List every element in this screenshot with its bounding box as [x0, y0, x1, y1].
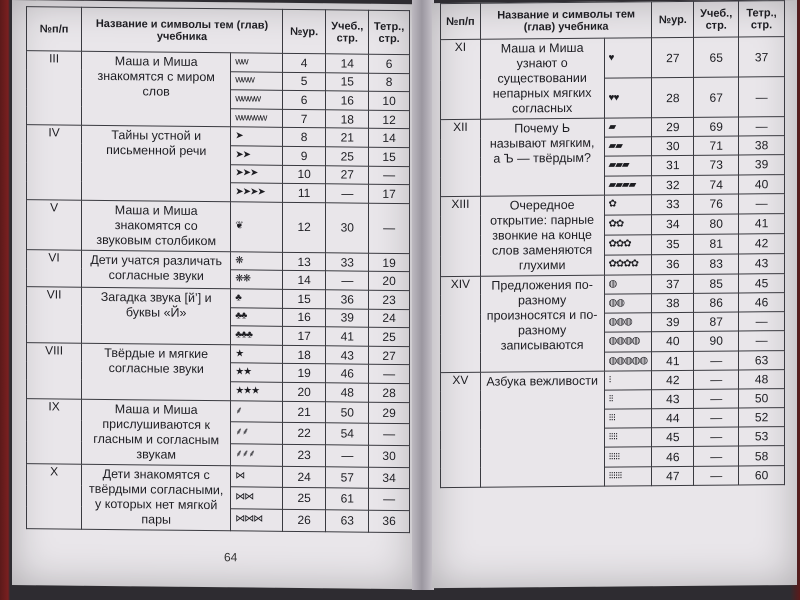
workbook-page: 36 [369, 510, 410, 532]
textbook-page: 14 [326, 54, 369, 73]
left-table-body [27, 51, 410, 533]
textbook-page: 41 [326, 327, 369, 346]
workbook-page: 40 [739, 174, 785, 194]
lesson-symbol: ⁝⁝⁝⁝⁝ [604, 447, 652, 467]
chapter-number: X [27, 463, 82, 529]
lesson-number: 26 [282, 509, 326, 531]
workbook-page: 28 [369, 383, 410, 402]
lesson-number: 21 [282, 401, 326, 423]
lesson-symbol: ◍◍ [604, 294, 652, 314]
workbook-page: 24 [369, 309, 410, 328]
workbook-page: 8 [369, 73, 410, 92]
lesson-number: 34 [652, 214, 694, 234]
workbook-page: 25 [369, 327, 410, 346]
lesson-symbol: ♣ [231, 289, 283, 308]
header-workbook: Тетр., стр. [369, 10, 410, 54]
chapter-number: VIII [27, 342, 82, 398]
lesson-symbol: ⸙ [231, 400, 283, 422]
header-workbook: Тетр., стр. [739, 1, 785, 37]
lesson-number: 46 [652, 447, 694, 467]
chapter-title: Маша и Миша знакомятся со звуковым столбиком [82, 200, 231, 252]
lesson-symbol: ◍ [604, 275, 652, 295]
workbook-page: 19 [369, 253, 410, 272]
textbook-page: 21 [326, 128, 369, 147]
lesson-number: 28 [652, 77, 694, 117]
lesson-symbol: ⸙⸙ [231, 422, 283, 444]
chapter-title: Твёрдые и мягкие согласные звуки [82, 343, 231, 400]
chapter-title: Азбука вежливости [480, 371, 604, 487]
lesson-number: 40 [652, 332, 694, 352]
lesson-number: 30 [652, 137, 694, 157]
workbook-page: 12 [369, 110, 410, 129]
lesson-number: 16 [282, 308, 326, 327]
table-row [27, 249, 410, 272]
workbook-page: — [739, 331, 785, 351]
lesson-symbol: ♥♥ [604, 78, 652, 118]
workbook-page: 15 [369, 147, 410, 166]
right-contents-table [440, 0, 785, 488]
left-page [12, 0, 415, 589]
lesson-number: 36 [652, 254, 694, 274]
lesson-number: 23 [282, 444, 326, 466]
lesson-symbol: ⸙⸙⸙ [231, 444, 283, 466]
chapter-number: XII [441, 119, 481, 196]
textbook-page: 18 [326, 110, 369, 129]
lesson-number: 25 [282, 487, 326, 509]
lesson-symbol: ★★★ [231, 382, 283, 401]
right-table-body [441, 37, 785, 488]
chapter-number: IV [27, 125, 82, 200]
lesson-number: 18 [282, 345, 326, 364]
chapter-title: Дети знакомятся с твёрдыми согласными, у которых нет мягкой пары [82, 464, 231, 531]
textbook-page: 39 [326, 308, 369, 327]
lesson-number: 9 [282, 146, 326, 165]
lesson-symbol: ➤➤ [231, 146, 283, 165]
lesson-symbol: ⁝⁝ [604, 390, 652, 410]
chapter-title: Почему Ь называют мягким, а Ъ — твёрдым? [480, 118, 604, 196]
workbook-page: 27 [369, 346, 410, 365]
header-num: №п/п [441, 3, 481, 39]
lesson-number: 13 [282, 252, 326, 271]
right-page [432, 0, 797, 588]
table-row [27, 342, 410, 365]
table-row [27, 287, 410, 310]
workbook-page: 29 [369, 402, 410, 424]
lesson-number: 6 [282, 91, 326, 110]
workbook-page: 58 [739, 446, 785, 466]
textbook-page: 57 [326, 466, 369, 488]
workbook-page: 53 [739, 427, 785, 447]
textbook-page: 43 [326, 346, 369, 365]
lesson-symbol: ▰▰▰▰ [604, 175, 652, 195]
lesson-number: 11 [282, 183, 326, 202]
textbook-page: 69 [694, 117, 739, 137]
page-number: 64 [224, 550, 238, 565]
chapter-title: Очередное открытие: парные звонкие на конце слов заменяются глухими [480, 195, 604, 276]
lesson-number: 43 [652, 389, 694, 409]
lesson-number: 4 [282, 53, 326, 72]
textbook-page: 81 [694, 234, 739, 254]
lesson-symbol: ♣♣♣ [231, 326, 283, 345]
textbook-page: — [694, 427, 739, 447]
workbook-page: 48 [739, 369, 785, 389]
lesson-symbol: ⁝⁝⁝⁝ [604, 428, 652, 448]
chapter-number: III [27, 51, 82, 126]
workbook-page: — [739, 312, 785, 332]
workbook-page: — [739, 77, 785, 117]
lesson-number: 32 [652, 175, 694, 195]
textbook-page: 50 [326, 401, 369, 423]
workbook-page: 60 [739, 465, 785, 485]
lesson-symbol: ▰▰ [604, 137, 652, 157]
textbook-page: 71 [694, 136, 739, 156]
chapter-number: XIV [441, 276, 481, 372]
left-contents-table [26, 6, 410, 533]
lesson-symbol: www [231, 71, 283, 90]
table-row [441, 37, 785, 80]
textbook-page: — [694, 370, 739, 390]
workbook-page: — [739, 117, 785, 137]
lesson-number: 10 [282, 165, 326, 184]
lesson-symbol: ✿✿✿✿ [604, 255, 652, 275]
textbook-page: 67 [694, 77, 739, 117]
lesson-number: 42 [652, 370, 694, 390]
lesson-number: 29 [652, 117, 694, 137]
textbook-page: 15 [326, 72, 369, 91]
chapter-number: XV [441, 372, 481, 487]
lesson-number: 22 [282, 422, 326, 444]
workbook-page: 37 [739, 37, 785, 77]
lesson-symbol: ★ [231, 345, 283, 364]
lesson-symbol: ✿✿ [604, 215, 652, 235]
workbook-page: 10 [369, 91, 410, 110]
workbook-page: 14 [369, 129, 410, 148]
textbook-page: 30 [326, 203, 369, 253]
textbook-page: — [694, 466, 739, 486]
textbook-page: 46 [326, 364, 369, 383]
table-row [27, 51, 410, 74]
chapter-number: XIII [441, 196, 481, 276]
chapter-title: Маша и Миша узнают о существовании непарных мягких согласных [480, 38, 604, 119]
workbook-page: 50 [739, 388, 785, 408]
lesson-number: 39 [652, 313, 694, 333]
workbook-page: — [739, 193, 785, 213]
lesson-symbol: ▰ [604, 118, 652, 138]
textbook-page: 76 [694, 194, 739, 214]
lesson-number: 24 [282, 466, 326, 488]
workbook-page: — [369, 365, 410, 384]
workbook-page: 17 [369, 184, 410, 203]
workbook-page: — [369, 423, 410, 445]
textbook-page: 48 [326, 383, 369, 402]
workbook-page: — [369, 203, 410, 253]
lesson-number: 47 [652, 466, 694, 486]
lesson-number: 17 [282, 326, 326, 345]
textbook-page: 63 [326, 510, 369, 532]
workbook-page: 45 [739, 273, 785, 293]
lesson-number: 35 [652, 234, 694, 254]
chapter-title: Маша и Миша прислушиваются к гласным и согласным звукам [82, 399, 231, 466]
workbook-page: 38 [739, 136, 785, 156]
chapter-number: VI [27, 249, 82, 287]
table-row [27, 398, 410, 424]
lesson-symbol: ⋈⋈⋈ [231, 509, 283, 531]
workbook-page: — [369, 488, 410, 510]
lesson-symbol: ➤➤➤ [231, 164, 283, 183]
textbook-page: 74 [694, 175, 739, 195]
textbook-page: 73 [694, 155, 739, 175]
textbook-page: 16 [326, 91, 369, 110]
chapter-number: VII [27, 287, 82, 343]
lesson-symbol: ★★ [231, 363, 283, 382]
textbook-page: 36 [326, 290, 369, 309]
workbook-page: 6 [369, 54, 410, 73]
workbook-page: 20 [369, 272, 410, 291]
textbook-page: 80 [694, 214, 739, 234]
textbook-page: 65 [694, 37, 739, 77]
lesson-number: 37 [652, 274, 694, 294]
lesson-number: 15 [282, 289, 326, 308]
lesson-number: 44 [652, 408, 694, 428]
table-row [27, 199, 410, 253]
book-gutter [412, 0, 434, 590]
lesson-number: 33 [652, 194, 694, 214]
lesson-symbol: ➤➤➤➤ [231, 183, 283, 202]
chapter-title: Маша и Миша знакомятся с миром слов [82, 51, 231, 127]
textbook-page: 85 [694, 274, 739, 294]
lesson-symbol: ww [231, 53, 283, 72]
lesson-symbol: ❦ [231, 202, 283, 253]
lesson-symbol: wwww [231, 90, 283, 109]
header-lesson: №ур. [652, 1, 694, 37]
workbook-page: 30 [369, 445, 410, 467]
header-title: Название и символы тем (глав) учебника [480, 2, 652, 39]
lesson-symbol: ▰▰▰ [604, 156, 652, 176]
header-lesson: №ур. [282, 9, 326, 53]
lesson-symbol: ♣♣ [231, 307, 283, 326]
lesson-symbol: ✿ [604, 195, 652, 215]
lesson-number: 14 [282, 271, 326, 290]
textbook-page: 27 [326, 165, 369, 184]
lesson-symbol: ➤ [231, 127, 283, 146]
lesson-number: 41 [652, 351, 694, 371]
table-row [27, 125, 410, 148]
workbook-page: 42 [739, 233, 785, 253]
lesson-symbol: ⋈ [231, 465, 283, 487]
textbook-page: — [694, 446, 739, 466]
lesson-symbol: ♥ [604, 38, 652, 78]
textbook-page: — [694, 389, 739, 409]
textbook-page: 83 [694, 254, 739, 274]
lesson-number: 38 [652, 293, 694, 313]
lesson-symbol: ❋❋ [231, 270, 283, 289]
lesson-symbol: ❋ [231, 252, 283, 271]
lesson-symbol: ⋈⋈ [231, 487, 283, 509]
lesson-number: 12 [282, 202, 326, 252]
lesson-number: 19 [282, 364, 326, 383]
chapter-title: Дети учатся различать согласные звуки [82, 250, 231, 289]
lesson-symbol: ◍◍◍◍ [604, 332, 652, 352]
lesson-symbol: ◍◍◍ [604, 313, 652, 333]
chapter-title: Предложения по-разному произносятся и по-разному записываются [480, 275, 604, 372]
textbook-page: 87 [694, 312, 739, 332]
workbook-page: 52 [739, 408, 785, 428]
workbook-page: 41 [739, 213, 785, 233]
lesson-number: 8 [282, 128, 326, 147]
textbook-page: — [326, 271, 369, 290]
chapter-number: IX [27, 398, 82, 464]
lesson-symbol: ⁝⁝⁝⁝⁝⁝ [604, 466, 652, 486]
textbook-page: 86 [694, 293, 739, 313]
lesson-symbol: ⁝ [604, 370, 652, 390]
chapter-title: Загадка звука [й’] и буквы «Й» [82, 287, 231, 344]
lesson-symbol: ✿✿✿ [604, 235, 652, 255]
workbook-page: 39 [739, 155, 785, 175]
chapter-number: XI [441, 39, 481, 119]
textbook-page: 61 [326, 488, 369, 510]
lesson-number: 5 [282, 72, 326, 91]
lesson-number: 27 [652, 37, 694, 77]
workbook-page: 23 [369, 290, 410, 309]
textbook-page: 25 [326, 147, 369, 166]
textbook-page: — [326, 445, 369, 467]
lesson-number: 20 [282, 382, 326, 401]
lesson-symbol: wwwww [231, 109, 283, 128]
workbook-page: 34 [369, 467, 410, 489]
header-title: Название и символы тем (глав) учебника [82, 7, 283, 53]
lesson-symbol: ⁝⁝⁝ [604, 409, 652, 429]
lesson-number: 45 [652, 428, 694, 448]
textbook-page: 54 [326, 423, 369, 445]
workbook-page: 63 [739, 350, 785, 370]
lesson-number: 7 [282, 109, 326, 128]
textbook-page: — [326, 184, 369, 203]
textbook-page: — [694, 351, 739, 371]
header-num: №п/п [27, 7, 82, 52]
workbook-page: 46 [739, 293, 785, 313]
textbook-page: 33 [326, 253, 369, 272]
textbook-page: — [694, 408, 739, 428]
workbook-page: 43 [739, 253, 785, 273]
header-textbook: Учеб., стр. [694, 1, 739, 37]
lesson-number: 31 [652, 156, 694, 176]
header-textbook: Учеб., стр. [326, 10, 369, 54]
workbook-page: — [369, 166, 410, 185]
chapter-title: Тайны устной и письменной речи [82, 126, 231, 202]
lesson-symbol: ◍◍◍◍◍ [604, 351, 652, 371]
table-row [27, 463, 410, 489]
textbook-page: 90 [694, 331, 739, 351]
chapter-number: V [27, 199, 82, 250]
